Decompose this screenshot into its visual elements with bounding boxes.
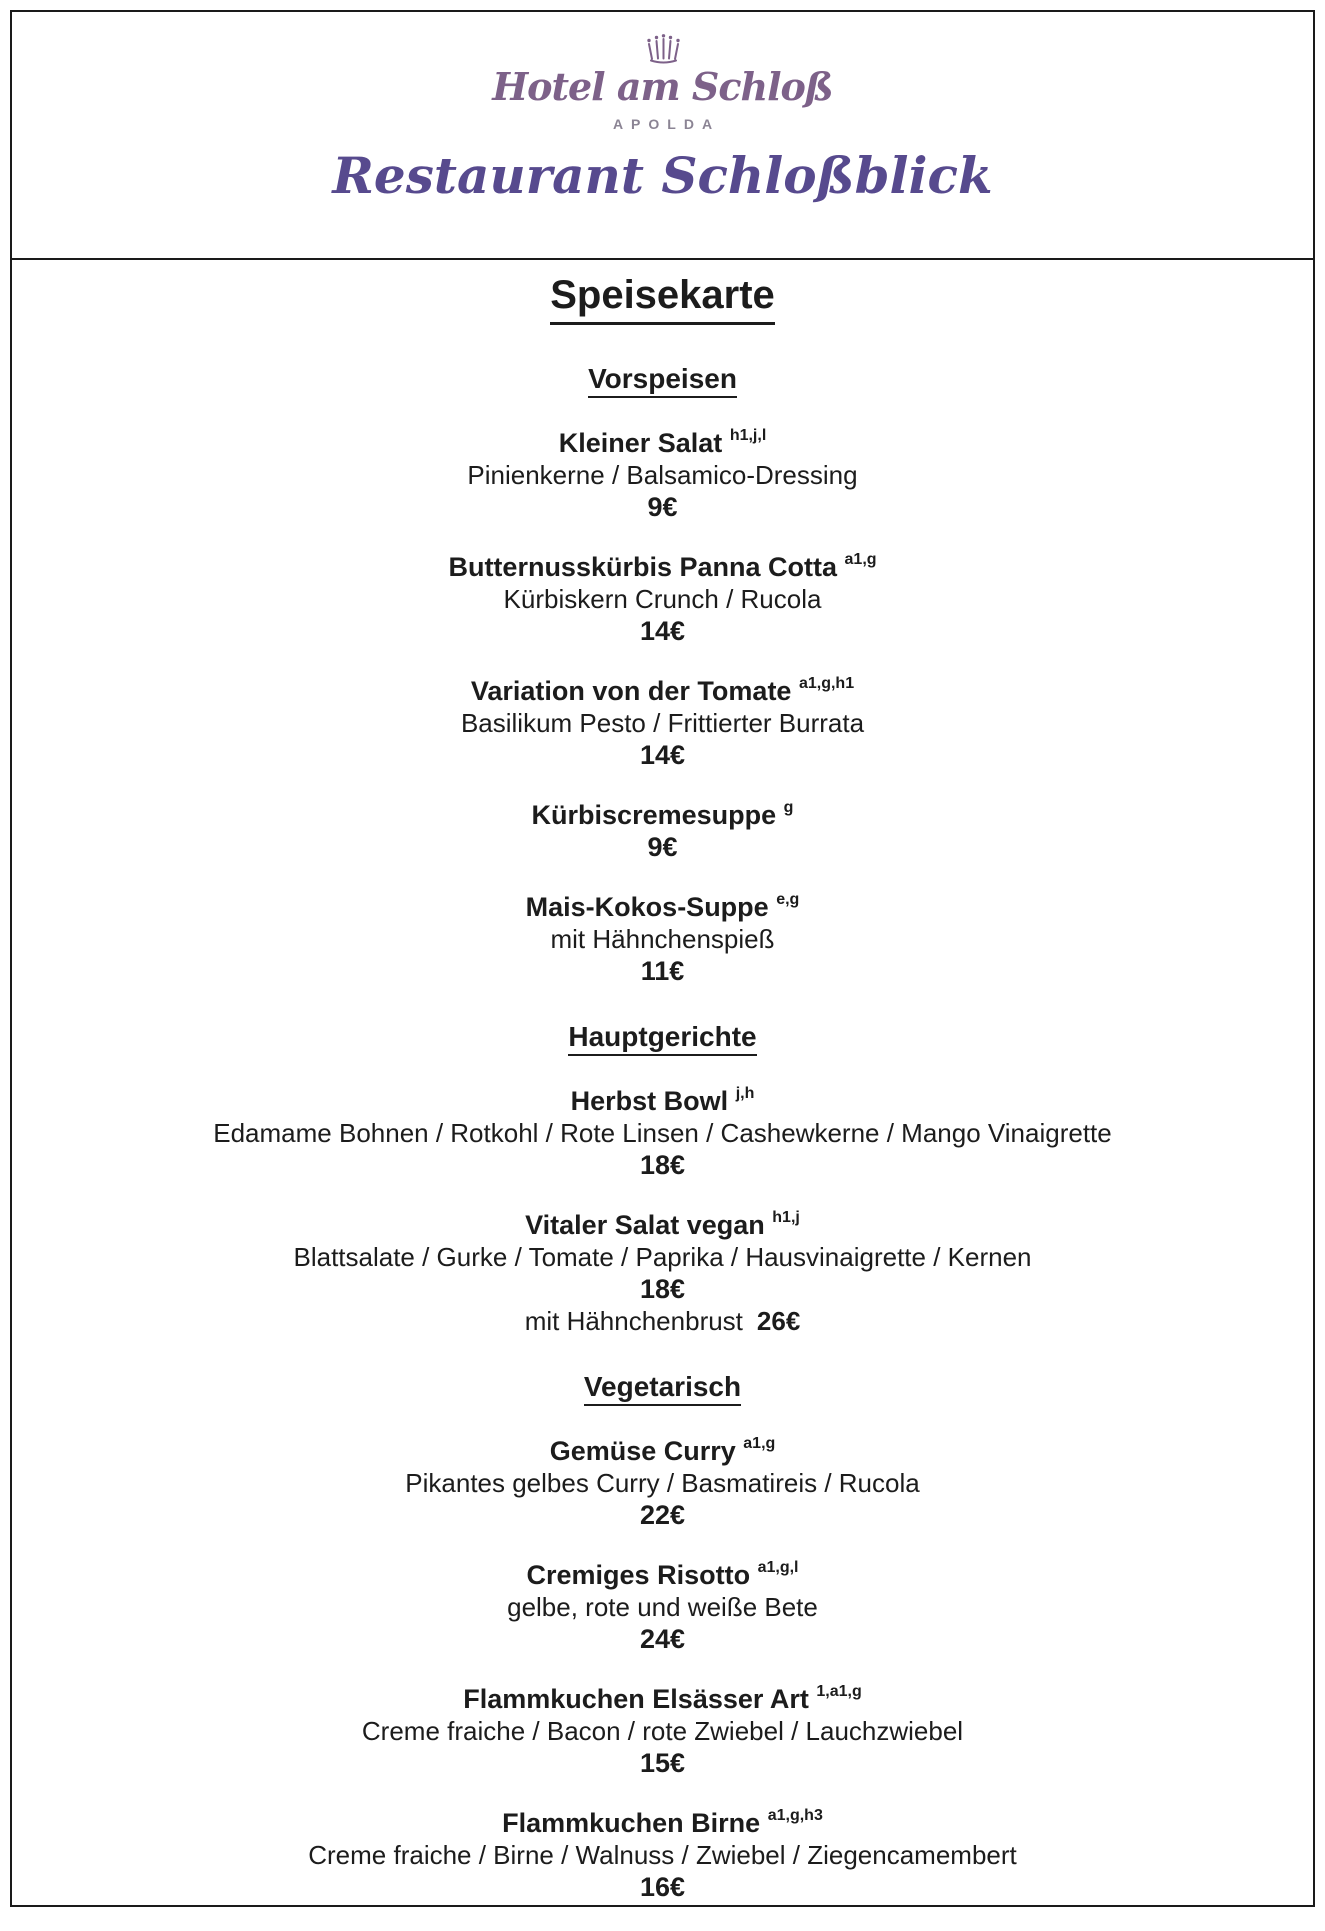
- item-name-text: Flammkuchen Elsässer Art: [463, 1684, 809, 1714]
- item-name-text: Herbst Bowl: [571, 1086, 729, 1116]
- item-description: Basilikum Pesto / Frittierter Burrata: [12, 707, 1313, 739]
- item-name-text: Butternusskürbis Panna Cotta: [448, 552, 837, 582]
- menu-title-row: [12, 270, 1313, 329]
- item-price: 14€: [12, 739, 1313, 771]
- item-name-text: Cremiges Risotto: [527, 1560, 751, 1590]
- menu-item: [12, 1559, 1313, 1655]
- item-name: [12, 675, 1313, 707]
- item-description: Pinienkerne / Balsamico-Dressing: [12, 459, 1313, 491]
- item-description: gelbe, rote und weiße Bete: [12, 1591, 1313, 1623]
- menu-title: Speisekarte: [550, 270, 775, 325]
- section-heading: Vorspeisen: [588, 363, 737, 398]
- item-name-text: Kürbiscremesuppe: [532, 800, 777, 830]
- menu-sections: [12, 363, 1313, 1903]
- item-name: [12, 551, 1313, 583]
- item-price: 24€: [12, 1623, 1313, 1655]
- menu-item: [12, 551, 1313, 647]
- item-description: Pikantes gelbes Curry / Basmatireis / Rucola: [12, 1467, 1313, 1499]
- item-allergen-superscript: 1,a1,g: [816, 1683, 861, 1700]
- item-price: 18€: [12, 1273, 1313, 1305]
- item-name: [12, 1683, 1313, 1715]
- item-description: Blattsalate / Gurke / Tomate / Paprika / Hausvinaigrette / Kernen: [12, 1241, 1313, 1273]
- menu-item: [12, 427, 1313, 523]
- section-heading-row: [12, 363, 1313, 400]
- item-name: [12, 799, 1313, 831]
- item-description: Creme fraiche / Bacon / rote Zwiebel / Lauchzwiebel: [12, 1715, 1313, 1747]
- menu-header: [12, 12, 1313, 260]
- menu-section: [12, 363, 1313, 987]
- item-name-text: Mais-Kokos-Suppe: [526, 892, 769, 922]
- item-name: [12, 891, 1313, 923]
- item-description: Creme fraiche / Birne / Walnuss / Zwiebel / Ziegencamembert: [12, 1839, 1313, 1871]
- section-items: [12, 1435, 1313, 1903]
- item-allergen-superscript: j,h: [736, 1085, 755, 1102]
- menu-item: [12, 1435, 1313, 1531]
- menu-item: [12, 1807, 1313, 1903]
- item-allergen-superscript: a1,g: [845, 551, 877, 568]
- menu-section: [12, 1371, 1313, 1903]
- item-name: [12, 1209, 1313, 1241]
- item-name: [12, 1085, 1313, 1117]
- item-extra: [12, 1305, 1313, 1337]
- item-allergen-superscript: e,g: [776, 891, 799, 908]
- item-description: mit Hähnchenspieß: [12, 923, 1313, 955]
- item-price: 16€: [12, 1871, 1313, 1903]
- section-heading-row: [12, 1371, 1313, 1408]
- item-name: [12, 1807, 1313, 1839]
- menu-item: [12, 799, 1313, 863]
- item-allergen-superscript: a1,g,h1: [799, 675, 854, 692]
- restaurant-title: Restaurant Schloßblick: [12, 148, 1313, 204]
- item-price: 14€: [12, 615, 1313, 647]
- section-heading-row: [12, 1021, 1313, 1058]
- menu-page: [12, 12, 1313, 1931]
- crown-icon: [642, 34, 684, 64]
- item-extra-label: mit Hähnchenbrust: [525, 1306, 743, 1336]
- hotel-logo-name: Hotel am Schloß: [12, 66, 1313, 108]
- item-name: [12, 1559, 1313, 1591]
- item-price: 9€: [12, 831, 1313, 863]
- item-allergen-superscript: a1,g,h3: [768, 1807, 823, 1824]
- section-heading: Vegetarisch: [584, 1371, 741, 1406]
- item-description: Kürbiskern Crunch / Rucola: [12, 583, 1313, 615]
- item-price: 11€: [12, 955, 1313, 987]
- menu-item: [12, 891, 1313, 987]
- item-name-text: Kleiner Salat: [559, 428, 723, 458]
- item-allergen-superscript: g: [784, 799, 794, 816]
- item-name-text: Variation von der Tomate: [471, 676, 792, 706]
- hotel-logo-city: APOLDA: [12, 116, 1313, 132]
- item-price: 18€: [12, 1149, 1313, 1181]
- item-allergen-superscript: h1,j: [772, 1209, 800, 1226]
- item-name: [12, 1435, 1313, 1467]
- item-allergen-superscript: a1,g,l: [758, 1559, 799, 1576]
- page-border: [10, 10, 1315, 1907]
- menu-item: [12, 1683, 1313, 1779]
- item-allergen-superscript: a1,g: [743, 1435, 775, 1452]
- item-price: 9€: [12, 491, 1313, 523]
- item-price: 15€: [12, 1747, 1313, 1779]
- item-price: 22€: [12, 1499, 1313, 1531]
- section-items: [12, 1085, 1313, 1337]
- menu-item: [12, 1085, 1313, 1181]
- item-name: [12, 427, 1313, 459]
- item-name-text: Vitaler Salat vegan: [525, 1210, 765, 1240]
- item-description: Edamame Bohnen / Rotkohl / Rote Linsen / Cashewkerne / Mango Vinaigrette: [12, 1117, 1313, 1149]
- section-heading: Hauptgerichte: [568, 1021, 756, 1056]
- item-allergen-superscript: h1,j,l: [730, 427, 766, 444]
- section-items: [12, 427, 1313, 987]
- menu-item: [12, 1209, 1313, 1337]
- item-name-text: Flammkuchen Birne: [502, 1808, 760, 1838]
- item-extra-price: 26€: [757, 1306, 800, 1336]
- menu-section: [12, 1021, 1313, 1337]
- item-name-text: Gemüse Curry: [550, 1436, 736, 1466]
- menu-item: [12, 675, 1313, 771]
